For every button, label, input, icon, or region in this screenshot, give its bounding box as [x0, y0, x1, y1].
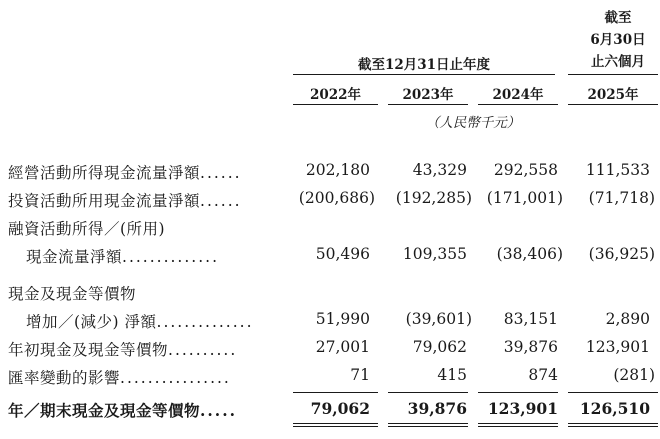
row-label-operating: 經營活動所得現金流量淨額...... [8, 164, 242, 182]
cell-net-change-2023: (39,601) [405, 310, 472, 328]
year-header-2022: 2022年 [309, 87, 362, 103]
cell-financing-2024: (38,406) [496, 245, 563, 263]
cell-investing-2023: (192,285) [395, 189, 472, 207]
last-column-header-line1: 截至 [604, 10, 632, 26]
cell-investing-2022: (200,686) [298, 189, 375, 207]
total-rule-2025-b [568, 426, 658, 427]
cell-closing-cash-2022: 79,062 [310, 399, 370, 418]
cell-operating-2023: 43,329 [412, 161, 467, 179]
cell-operating-2022: 202,180 [305, 161, 370, 179]
cell-fx-effect-2025: (281) [613, 366, 655, 384]
cell-net-change-2022: 51,990 [315, 310, 370, 328]
cell-investing-2024: (171,001) [486, 189, 563, 207]
cell-financing-2022: 50,496 [315, 245, 370, 263]
row-label-financing-line2: 現金流量淨額.............. [26, 248, 219, 266]
cell-opening-cash-2025: 123,901 [585, 338, 650, 356]
period-group-header: 截至12月31日止年度 [357, 57, 491, 73]
subtotal-rule-2024 [478, 392, 558, 393]
total-rule-2023-a [388, 423, 468, 424]
row-label-opening-cash: 年初現金及現金等價物.......... [8, 341, 238, 359]
subtotal-rule-2022 [293, 392, 378, 393]
subtotal-rule-2025 [568, 392, 658, 393]
cell-financing-2025: (36,925) [588, 245, 655, 263]
cell-opening-cash-2023: 79,062 [412, 338, 467, 356]
cell-opening-cash-2022: 27,001 [315, 338, 370, 356]
last-column-header-line3: 止六個月 [591, 54, 645, 70]
last-column-header-line2: 6月30日 [590, 32, 646, 48]
cell-closing-cash-2024: 123,901 [487, 399, 558, 418]
total-rule-2024-b [478, 426, 558, 427]
row-label-investing: 投資活動所用現金流量淨額...... [8, 192, 242, 210]
cell-financing-2023: 109,355 [402, 245, 467, 263]
currency-unit: （人民幣千元） [425, 115, 521, 131]
cell-operating-2025: 111,533 [585, 161, 650, 179]
cell-fx-effect-2024: 874 [528, 366, 558, 384]
year-header-2023: 2023年 [402, 87, 454, 103]
year-rule-2024 [478, 104, 558, 105]
total-rule-2022-b [293, 426, 378, 427]
row-label-closing-cash: 年／期末現金及現金等價物..... [8, 401, 237, 420]
total-rule-2024-a [478, 423, 558, 424]
row-label-net-change-line2: 增加／(減少) 淨額.............. [26, 313, 254, 331]
year-rule-2025 [568, 104, 658, 105]
cell-closing-cash-2023: 39,876 [407, 399, 467, 418]
last-column-top-rule [568, 74, 658, 75]
row-label-fx-effect: 匯率變動的影響................ [8, 369, 231, 387]
cell-opening-cash-2024: 39,876 [503, 338, 558, 356]
year-header-2025: 2025年 [587, 87, 639, 103]
cell-closing-cash-2025: 126,510 [579, 399, 650, 418]
cell-net-change-2024: 83,151 [503, 310, 558, 328]
period-group-rule [293, 74, 555, 75]
year-rule-2023 [388, 104, 468, 105]
year-rule-2022 [293, 104, 378, 105]
cell-fx-effect-2023: 415 [437, 366, 467, 384]
cell-investing-2025: (71,718) [588, 189, 655, 207]
cell-net-change-2025: 2,890 [605, 310, 650, 328]
total-rule-2022-a [293, 423, 378, 424]
total-rule-2025-a [568, 423, 658, 424]
row-label-net-change-line1: 現金及現金等價物 [8, 285, 137, 303]
cell-fx-effect-2022: 71 [350, 366, 370, 384]
subtotal-rule-2023 [388, 392, 468, 393]
cell-operating-2024: 292,558 [493, 161, 558, 179]
row-label-financing-line1: 融資活動所得／(所用) [8, 220, 166, 238]
year-header-2024: 2024年 [492, 87, 544, 103]
total-rule-2023-b [388, 426, 468, 427]
